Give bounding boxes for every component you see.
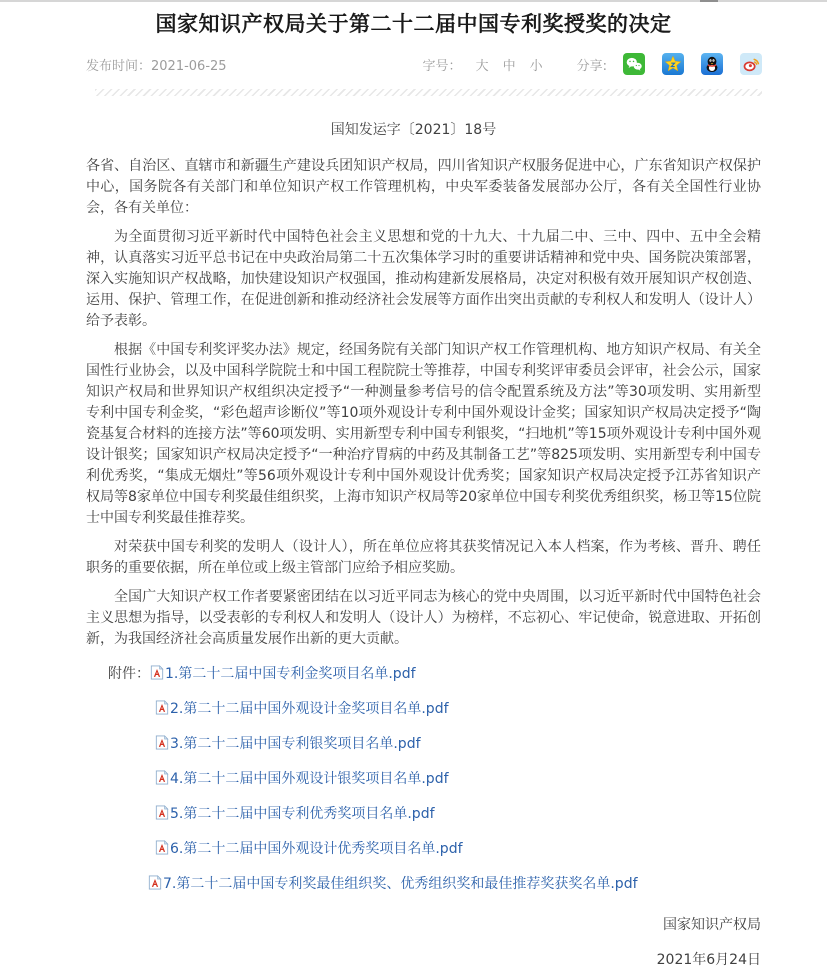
paragraph-1: 为全面贯彻习近平新时代中国特色社会主义思想和党的十九大、十九届二中、三中、四中、五中全会精神，认真落实习近平总书记在中央政治局第二十五次集体学习时的重要讲话精神和党中央、国务院决策部署，深入实施知识产权战略，加快建设知识产权强国，推动构建新发展格局，决定对积极有效开展知识产权创造、运用、保护、管理工作，在促进创新和推动经济社会发展等方面作出突出贡献的专利权人和发明人（设计人）给予表彰。 <box>86 229 761 329</box>
attachment-row <box>86 664 761 685</box>
article-body <box>86 156 761 650</box>
page-title: 国家知识产权局关于第二十二届中国专利奖授奖的决定 <box>155 12 672 36</box>
attachment-row <box>155 699 761 720</box>
pdf-file-icon <box>148 875 162 890</box>
attachment-link-3[interactable]: 3.第二十二届中国专利银奖项目名单.pdf <box>170 736 421 752</box>
attachment-link-2[interactable]: 2.第二十二届中国外观设计金奖项目名单.pdf <box>170 701 449 717</box>
pdf-file-icon <box>155 735 169 750</box>
qzone-share-icon[interactable] <box>662 53 684 75</box>
publish-time <box>86 55 227 74</box>
paragraph-4: 全国广大知识产权工作者要紧密团结在以习近平同志为核心的党中央周围，以习近平新时代中国特色社会主义思想为指导，以受表彰的专利权人和发明人（设计人）为榜样，不忘初心、牢记使命，锐意进取、开拓创新，为我国经济社会高质量发展作出新的更大贡献。 <box>86 589 761 647</box>
qq-share-icon[interactable] <box>701 53 723 75</box>
scrollbar-remnant <box>700 0 718 2</box>
attachment-link-7[interactable]: 7.第二十二届中国专利奖最佳组织奖、优秀组织奖和最佳推荐奖获奖名单.pdf <box>163 876 638 892</box>
pdf-file-icon <box>155 805 169 820</box>
signature-organization: 国家知识产权局 <box>663 917 761 933</box>
font-size-large-button[interactable]: 大 <box>475 58 489 74</box>
signature-block <box>0 914 761 969</box>
paragraph-3: 对荣获中国专利奖的发明人（设计人），所在单位应将其获奖情况记入本人档案，作为考核、晋升、聘任职务的重要依据，所在单位或上级主管部门应给予相应奖励。 <box>86 539 761 576</box>
font-size-small-button[interactable]: 小 <box>529 58 543 74</box>
hatched-divider <box>95 89 762 96</box>
attachment-row <box>155 839 761 860</box>
document-number: 国知发运字〔2021〕18号 <box>330 122 497 138</box>
wechat-share-icon[interactable] <box>623 53 645 75</box>
weibo-share-icon[interactable] <box>740 53 762 75</box>
attachments-section <box>86 664 761 895</box>
font-size-medium-button[interactable]: 中 <box>502 58 516 74</box>
paragraph-2: 根据《中国专利奖评奖办法》规定，经国务院有关部门知识产权工作管理机构、地方知识产权局、有关全国性行业协会，以及中国科学院院士和中国工程院院士等推荐，中国专利奖评审委员会评审，社会公示，国家知识产权局和世界知识产权组织决定授予“一种测量参考信号的信令配置系统及方法”等30项发明、实用新型专利中国专利金奖，“彩色超声诊断仪”等10项外观设计专利中国外观设计金奖；国家知识产权局决定授予“陶瓷基复合材料的连接方法”等60项发明、实用新型专利中国专利银奖，“扫地机”等15项外观设计专利中国外观设计银奖；国家知识产权局决定授予“一种治疗胃病的中药及其制备工艺”等825项发明、实用新型专利中国专利优秀奖，“集成无烟灶”等56项外观设计专利中国外观设计优秀奖；国家知识产权局决定授予江苏省知识产权局等8家单位中国专利奖最佳组织奖，上海市知识产权局等20家单位中国专利奖优秀组织奖，杨卫等15位院士中国专利奖最佳推荐奖。 <box>86 342 761 526</box>
attachment-link-5[interactable]: 5.第二十二届中国专利优秀奖项目名单.pdf <box>170 806 435 822</box>
font-size-label: 字号： <box>422 58 462 74</box>
share-label: 分享: <box>576 58 607 74</box>
publish-time-label: 发布时间： <box>86 58 152 74</box>
signature-date: 2021年6月24日 <box>656 952 761 968</box>
pdf-file-icon <box>155 840 169 855</box>
attachment-row <box>148 874 761 895</box>
attachment-row <box>155 734 761 755</box>
pdf-file-icon <box>155 700 169 715</box>
attachment-link-6[interactable]: 6.第二十二届中国外观设计优秀奖项目名单.pdf <box>170 841 463 857</box>
paragraph-salutation: 各省、自治区、直辖市和新疆生产建设兵团知识产权局，四川省知识产权服务促进中心，广东省知识产权保护中心，国务院各有关部门和单位知识产权工作管理机构，中央军委装备发展部办公厅，各有关全国性行业协会，各有关单位： <box>86 158 761 216</box>
attachment-row <box>155 804 761 825</box>
attachments-label: 附件： <box>108 666 150 682</box>
share-buttons <box>619 53 762 75</box>
pdf-file-icon <box>155 770 169 785</box>
attachment-link-4[interactable]: 4.第二十二届中国外观设计银奖项目名单.pdf <box>170 771 449 787</box>
pdf-file-icon <box>150 665 164 680</box>
attachment-row <box>155 769 761 790</box>
meta-bar <box>86 52 762 76</box>
publish-time-value: 2021-06-25 <box>151 58 227 74</box>
attachment-link-1[interactable]: 1.第二十二届中国专利金奖项目名单.pdf <box>165 666 416 682</box>
